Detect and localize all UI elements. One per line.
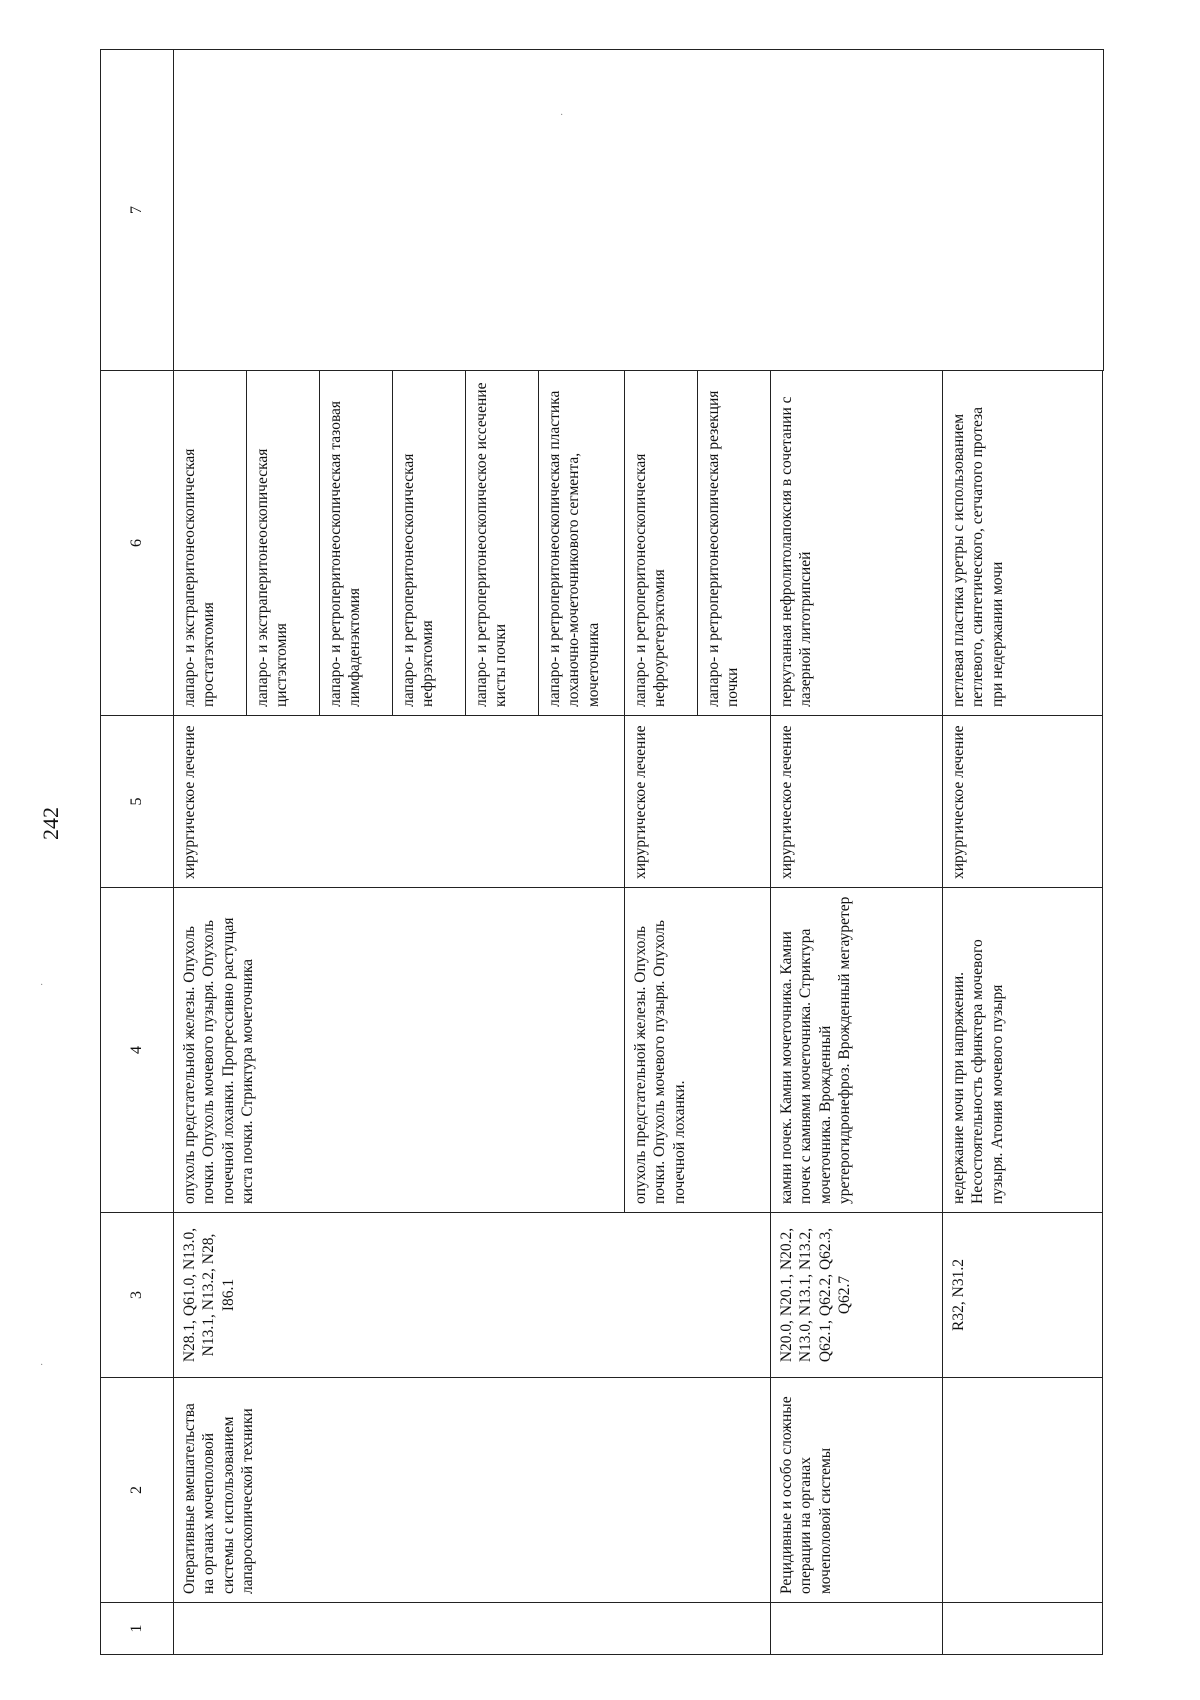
treatment-type-cell: хирургическое лечение (943, 716, 1103, 888)
method-cell: лапаро- и ретроперитонеоскопическая нефроуретерэктомия (625, 371, 698, 716)
header-row (101, 50, 174, 1655)
col-header-4: 4 (101, 888, 174, 1213)
scan-speck: · (40, 980, 44, 991)
spacer-cell (1103, 371, 1104, 1655)
method-cell: лапаро- и ретроперитонеоскопическая пластика лоханочно-мочеточникового сегмента, мочеточника (539, 371, 625, 716)
page-number: 242 (38, 807, 63, 840)
icd-codes-cell: N20.0, N20.1, N20.2, N13.0, N13.1, N13.2, Q62.1, Q62.2, Q62.3, Q62.7 (771, 1213, 943, 1378)
treatment-type-cell: хирургическое лечение (771, 716, 943, 888)
procedures-table (100, 49, 1104, 1655)
treatment-type-cell: хирургическое лечение (174, 716, 625, 888)
method-cell: петлевая пластика уретры с использованием петлевого, синтетического, сетчатого протеза при недержании мочи (943, 371, 1103, 716)
method-cell: лапаро- и ретроперитонеоскопическая тазовая лимфаденэктомия (320, 371, 393, 716)
diagnosis-cell: камни почек. Камни мочеточника. Камни почек с камнями мочеточника. Стриктура мочеточника. Врожденный уретерогидронефроз. Врожденный мегауретер (771, 888, 943, 1213)
scan-speck: · (560, 110, 564, 121)
scan-speck: · (40, 1360, 44, 1371)
col-header-6: 6 (101, 371, 174, 716)
row-number-cell (771, 1603, 943, 1655)
icd-codes-cell: N28.1, Q61.0, N13.0, N13.1, N13.2, N28, I86.1 (174, 1213, 771, 1378)
col-header-3: 3 (101, 1213, 174, 1378)
operation-group-cell (943, 1378, 1103, 1603)
method-cell: лапаро- и ретроперитонеоскопическая нефрэктомия (393, 371, 466, 716)
method-cell: лапаро- и ретроперитонеоскопическая резекция почки (698, 371, 771, 716)
col-header-5: 5 (101, 716, 174, 888)
rotated-table-wrapper (100, 50, 1100, 1655)
row-number-cell (174, 1603, 771, 1655)
diagnosis-cell: недержание мочи при напряжении. Несостоятельность сфинктера мочевого пузыря. Атония мочевого пузыря (943, 888, 1103, 1213)
operation-group-cell: Рецидивные и особо сложные операции на органах мочеполовой системы (771, 1378, 943, 1603)
method-cell: лапаро- и ретроперитонеоскопическое иссечение кисты почки (466, 371, 539, 716)
method-cell: перкутанная нефролитолапоксия в сочетании с лазерной литотрипсией (771, 371, 943, 716)
method-cell: лапаро- и экстраперитонеоскопическая цистэктомия (247, 371, 320, 716)
col-header-1: 1 (101, 1603, 174, 1655)
diagnosis-cell: опухоль предстательной железы. Опухоль почки. Опухоль мочевого пузыря. Опухоль почечной лоханки. Прогрессивно растущая киста почки. Стриктура мочеточника (174, 888, 625, 1213)
row-number-cell (943, 1603, 1103, 1655)
method-cell: лапаро- и экстраперитонеоскопическая простатэктомия (174, 371, 247, 716)
col-header-7: 7 (101, 50, 174, 371)
col-header-2: 2 (101, 1378, 174, 1603)
diagnosis-cell: опухоль предстательной железы. Опухоль почки. Опухоль мочевого пузыря. Опухоль почечной лоханки. (625, 888, 771, 1213)
icd-codes-cell: R32, N31.2 (943, 1213, 1103, 1378)
treatment-type-cell: хирургическое лечение (625, 716, 771, 888)
table-row (174, 50, 247, 1655)
col7-cell (174, 50, 1104, 371)
operation-group-cell: Оперативные вмешательства на органах мочеполовой системы с использованием лапароскопической техники (174, 1378, 771, 1603)
